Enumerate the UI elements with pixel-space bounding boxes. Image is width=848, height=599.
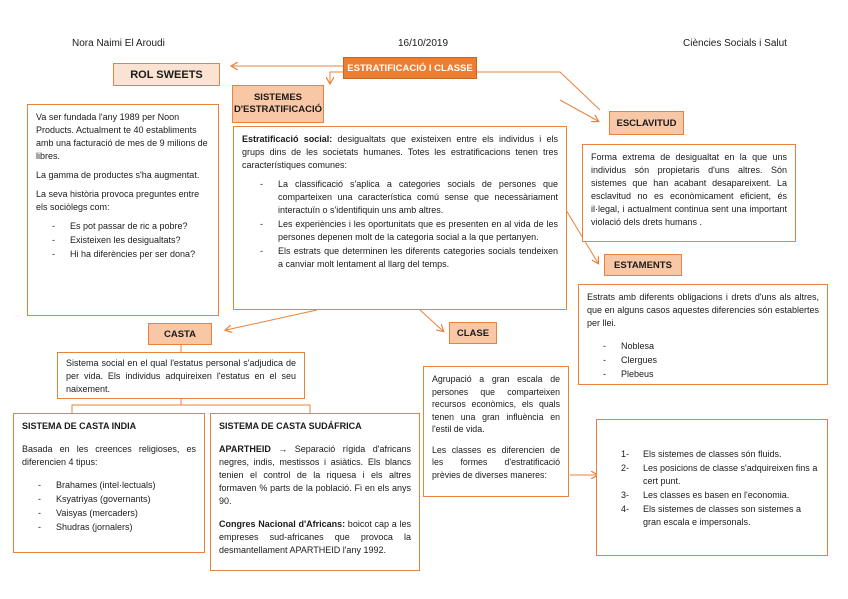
sistemes-box [233,126,567,310]
casta-text: Sistema social en el qual l'estatus personal s'adjudica de per vida. Els individus adquireixen l'estatus en el seu naixement. [66,358,296,394]
rol-sweets-title: ROL SWEETS [113,63,220,86]
casta-title: CASTA [148,323,212,345]
list-item: - Els estrats que determinen les diferents categories socials tendeixen a canviar molt lentament al llarg del temps. [278,245,558,271]
casta-box [57,352,305,399]
clase-box [423,366,569,497]
india-title: SISTEMA DE CASTA INDIA [22,421,137,431]
list-item: - Brahames (intel·lectuals) [56,479,196,492]
clase-list-box [596,419,828,556]
esclavitud-title: ESCLAVITUD [609,111,684,135]
apartheid-label: APARTHEID [219,444,271,454]
list-item: - Existeixen les desigualtats? [70,234,210,247]
list-item: - Clergues [621,354,819,367]
congres-text: boicot cap a les empreses sud-africanes que provoca la desmantellament APARTHEID l'any 1992. [219,519,411,555]
rol-sweets-box [27,104,219,316]
rol-sweets-p1: Va ser fundada l'any 1989 per Noon Products. Actualment te 40 establiments amb una facturació de mes de 9 milions de libres. [36,112,208,161]
list-item: - Es pot passar de ric a pobre? [70,220,210,233]
list-item: - Plebeus [621,368,819,381]
author-name: Nora Naimi El Aroudi [72,38,165,49]
sistemes-def-label: Estratificació social: [242,134,333,144]
list-item: - La classificació s'aplica a categories socials de persones que comparteixen una característica comú sense que necessàriament interactuïn o s'identifiquin uns amb altres. [278,178,558,217]
list-item: - Noblesa [621,340,819,353]
arrow-icon: → [278,444,288,454]
arrow-to-casta [226,310,317,330]
esclavitud-text: Forma extrema de desigualtat en la que uns individus són propietaris d'uns altres. Són sistemes que han acabant desapareixent. La esclavitud no es econòmicament eficient, és il·legal, i actualment continua sent una important violació dels drets humans . [591,152,787,227]
rol-sweets-p2: La gamma de productes s'ha augmentat. [36,170,200,180]
congres-label: Congres Nacional d'Africans: [219,519,346,529]
clase-title: CLASE [449,322,497,344]
line-to-right [477,72,600,110]
esclavitud-box [582,144,796,242]
sistemes-list [242,178,558,271]
estaments-text: Estrats amb diferents obligacions i drets d'uns als altres, que en alguns casos aquestes diferencies són establertes per llei. [587,292,819,328]
list-item: 3- Les classes es basen en l'economia. [621,490,790,500]
list-item: - Ksyatriyas (governants) [56,493,196,506]
list-item: 1- Els sistemes de classes són fluids. [621,449,782,459]
rol-sweets-p3: La seva història provoca preguntes entre els sociòlegs com: [36,189,200,212]
estaments-title: ESTAMENTS [604,254,682,276]
estaments-box [578,284,828,385]
sistemes-def-text: desigualtats que existeixen entre els individus i els grups dins de les societats humanes. Totes les estratificacions tenen tres característiques comunes: [242,134,558,170]
estaments-list [587,340,819,381]
india-text: Basada en les creences religioses, es diferencien 4 tipus: [22,444,196,467]
india-box [13,413,205,553]
list-item: - Shudras (jornalers) [56,521,196,534]
document-date: 16/10/2019 [398,38,449,49]
india-list [22,479,196,534]
list-item: - Les experiències i les oportunitats que es presenten en al vida de les persones depenen molt de la categoria social a la que pertanyen. [278,218,558,244]
sistemes-title: SISTEMES D'ESTRATIFICACIÓ [232,85,324,123]
line-to-india [72,398,181,414]
list-item: 4- Els sistemes de classes son sistemes a gran escala e impersonals. [621,504,802,527]
subject-name: Ciències Socials i Salut [683,38,787,49]
main-title: ESTRATIFICACIÓ I CLASSE [343,57,477,79]
sudafrica-title: SISTEMA DE CASTA SUDÁFRICA [219,421,362,431]
clase-p1: Agrupació a gran escala de persones que comparteixen recursos econòmics, els quals tenen una gran influència en l'estil de vida. [432,374,560,434]
clase-list [605,448,819,529]
arrow-to-sistemes [330,72,343,83]
rol-sweets-questions [36,220,210,261]
list-item: 2- Les posicions de classe s'adquireixen fins a cert punt. [621,463,818,486]
list-item: - Vaisyas (mercaders) [56,507,196,520]
sudafrica-box [210,413,420,571]
list-item: - Hi ha diferències per ser dona? [70,248,210,261]
arrow-to-clase [420,310,443,331]
apartheid-text: Separació rígida d'africans negres, indis, mestissos i asiàtics. Els blancs tenien el control de la riquesa i els altres formaven % parts de la població. Fi en els anys 90. [219,444,411,506]
clase-p2: Les classes es diferencien de les formes d'estratificació prèvies de diverses maneres: [432,444,560,480]
